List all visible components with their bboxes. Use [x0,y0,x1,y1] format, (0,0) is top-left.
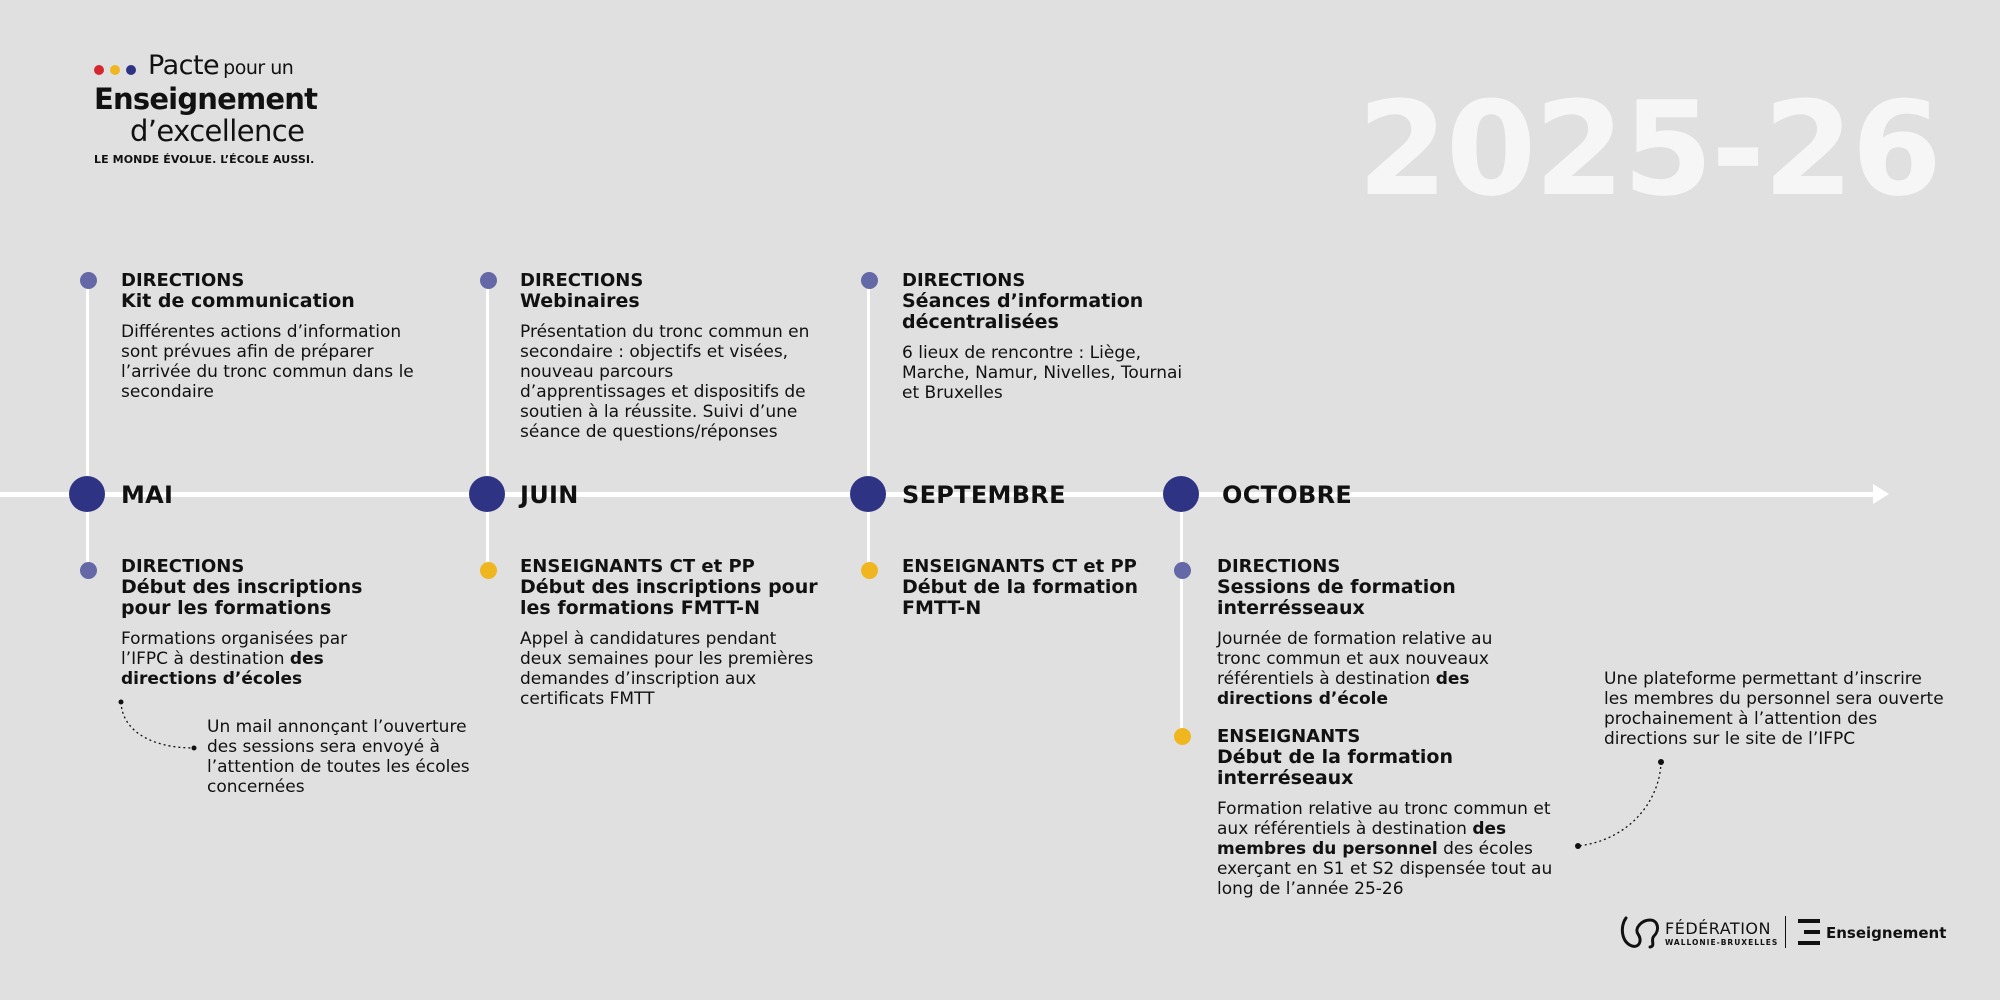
event-title: Début de la formation interréseaux [1217,746,1454,789]
event-description: Différentes actions d’information sont prévues afin de préparer l’arrivée du tronc commun dans le secondaire [121,322,414,402]
event-audience: DIRECTIONS [902,270,1026,291]
event-description: Journée de formation relative au tronc commun et aux nouveaux référentiels à destination des directions d’école [1217,629,1493,709]
event-audience: DIRECTIONS [121,270,245,291]
year-title: 2025-26 [1357,73,1940,225]
enseignement-e-icon [1798,919,1820,945]
month-label-juin: JUIN [520,481,579,509]
event-description: Présentation du tronc commun en secondaire : objectifs et visées, nouveau parcours d’apprentissages et dispositifs de soutien à la réussite. Suivi d’une séance de questions/réponses [520,322,810,442]
month-label-septembre: SEPTEMBRE [902,481,1066,509]
event-title: Début des inscriptions pour les formations FMTT-N [520,576,818,619]
fwb-logo-icon [1620,914,1660,950]
month-label-mai: MAI [121,481,174,509]
month-label-octobre: OCTOBRE [1222,481,1353,509]
event-title: Séances d’information décentralisées [902,290,1144,333]
footer-enseignement: Enseignement [1826,924,1947,942]
logo-line-1: Pacte pour un [148,50,294,81]
note-mai: Un mail annonçant l’ouverture des sessions sera envoyé à l’attention de toutes les écoles concernées [207,717,470,797]
callout-curve-mai [119,700,197,751]
event-title: Webinaires [520,290,640,312]
event-title: Début de la formation FMTT-N [902,576,1139,619]
event-description: Appel à candidatures pendant deux semaines pour les premières demandes d’inscription aux certificats FMTT [520,629,814,709]
footer-separator [1785,916,1786,948]
footer-wallonie: WALLONIE-BRUXELLES [1665,938,1779,947]
footer-logos [1620,914,1950,950]
event-title: Sessions de formation interrésseaux [1217,576,1456,619]
footer-federation: FÉDÉRATION [1665,919,1771,938]
callout-curve-octobre [1575,759,1664,849]
event-audience: DIRECTIONS [121,556,245,577]
event-audience: ENSEIGNANTS CT et PP [902,556,1137,577]
event-description: Formation relative au tronc commun et aux référentiels à destination des membres du personnel des écoles exerçant en S1 et S2 dispensée tout au long de l’année 25-26 [1217,799,1553,899]
event-title: Début des inscriptions pour les formations [121,576,363,619]
logo-tagline: LE MONDE ÉVOLUE. L’ÉCOLE AUSSI. [94,153,315,166]
event-description: 6 lieux de rencontre : Liège, Marche, Namur, Nivelles, Tournai et Bruxelles [902,343,1183,403]
event-audience: ENSEIGNANTS [1217,726,1361,747]
event-audience: DIRECTIONS [1217,556,1341,577]
event-description: Formations organisées par l’IFPC à destination des directions d’écoles [121,629,348,689]
note-octobre: Une plateforme permettant d’inscrire les membres du personnel sera ouverte prochainement à l’attention des directions sur le site de l’IFPC [1604,669,1944,749]
logo-line-2: Enseignement [94,82,318,116]
logo-line-3: d’excellence [130,114,305,148]
event-audience: DIRECTIONS [520,270,644,291]
event-title: Kit de communication [121,290,355,312]
event-audience: ENSEIGNANTS CT et PP [520,556,755,577]
